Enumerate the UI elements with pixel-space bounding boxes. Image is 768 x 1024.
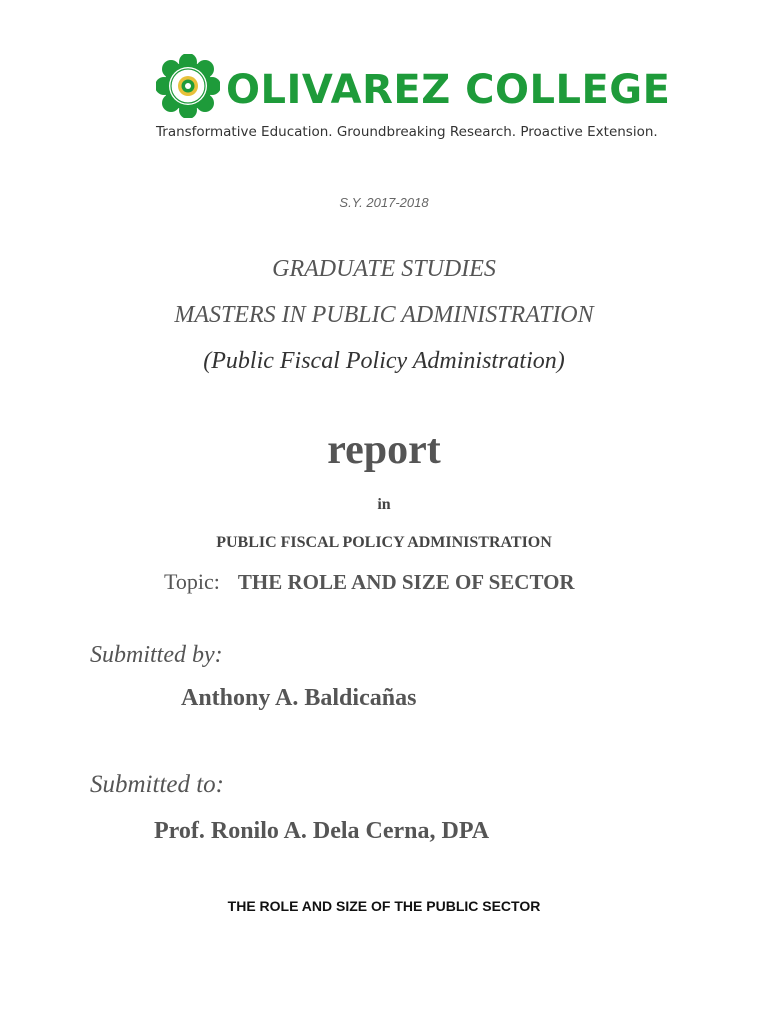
body-section-title: THE ROLE AND SIZE OF THE PUBLIC SECTOR [227, 898, 541, 914]
professor-name: Prof. Ronilo A. Dela Cerna, DPA [154, 818, 490, 844]
topic-label: Topic: [164, 569, 220, 594]
submitted-to-label: Submitted to: [90, 771, 225, 798]
course-name: PUBLIC FISCAL POLICY ADMINISTRATION [216, 534, 552, 551]
college-name: OLIVAREZ COLLEGE [226, 67, 671, 113]
college-seal-icon [156, 54, 220, 118]
program-degree: MASTERS IN PUBLIC ADMINISTRATION [174, 302, 594, 328]
report-title: report [327, 427, 441, 473]
topic-line [164, 569, 575, 595]
college-tagline: Transformative Education. Groundbreaking Research. Proactive Extension. [156, 124, 658, 140]
submitted-by-label: Submitted by: [90, 642, 223, 668]
program-specialization: (Public Fiscal Policy Administration) [203, 348, 565, 374]
topic-value: THE ROLE AND SIZE OF SECTOR [237, 570, 575, 594]
author-name: Anthony A. Baldicañas [181, 685, 417, 711]
report-connector: in [377, 496, 391, 513]
program-graduate-studies: GRADUATE STUDIES [272, 256, 496, 282]
school-year: S.Y. 2017-2018 [339, 195, 429, 210]
college-logo [156, 54, 671, 146]
